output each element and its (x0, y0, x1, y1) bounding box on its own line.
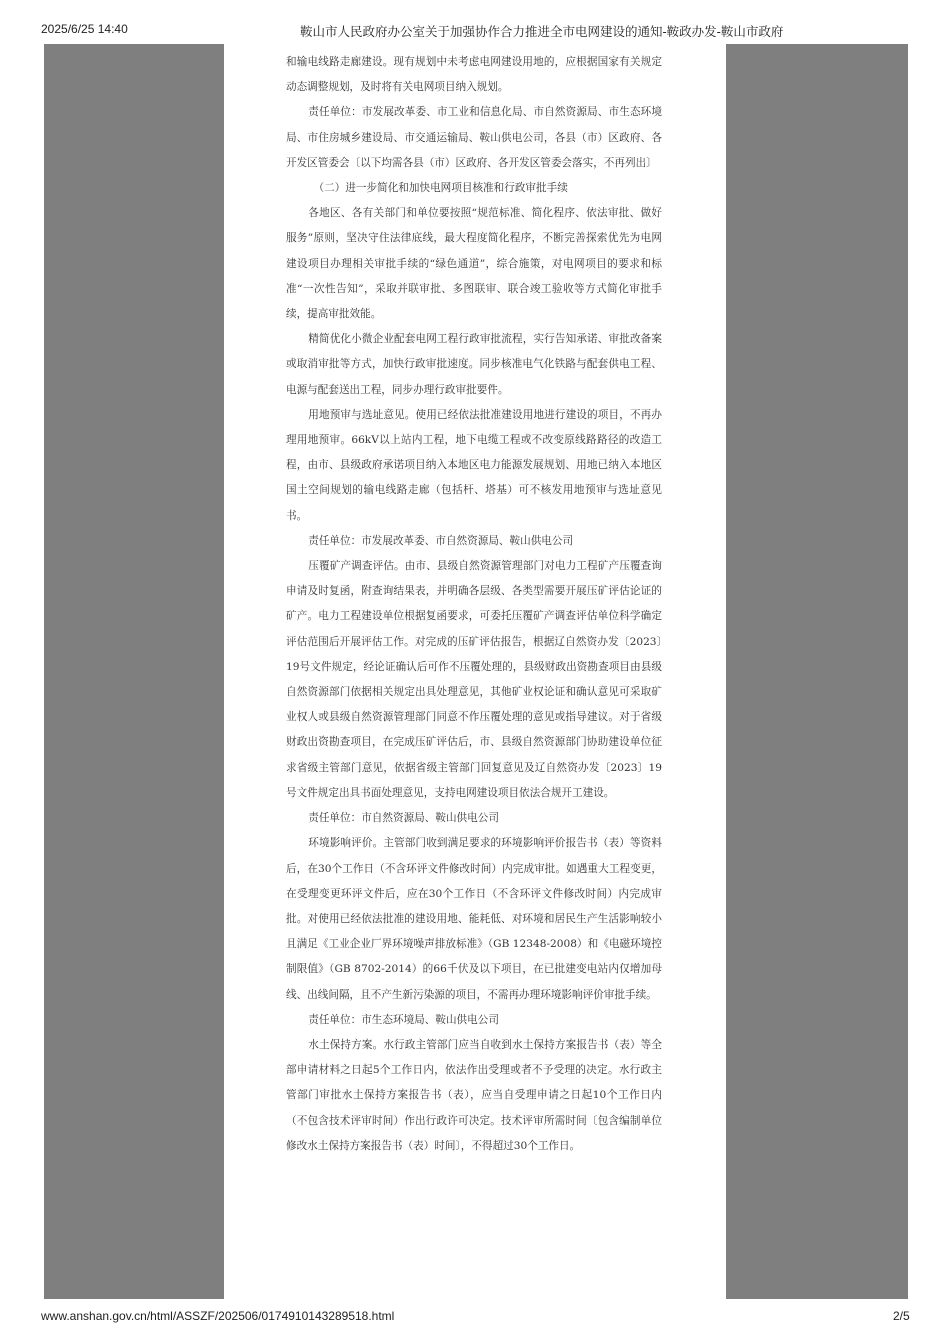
document-content-area (224, 44, 726, 1299)
paragraph-responsible-units: 责任单位：市发展改革委、市工业和信息化局、市自然资源局、市生态环境局、市住房城乡建设局、市交通运输局、鞍山供电公司，各县（市）区政府、各开发区管委会〔以下均需各县（市）区政府、各开发区管委会落实，不再列出〕 (286, 106, 662, 169)
paragraph: 用地预审与选址意见。使用已经依法批准建设用地进行建设的项目，不再办理用地预审。66kV以上站内工程，地下电缆工程或不改变原线路路径的改造工程，由市、县级政府承诺项目纳入本地区电力能源发展规划、用地已纳入本地区国土空间规划的输电线路走廊（包括杆、塔基）可不核发用地预审与选址意见书。 (286, 408, 662, 522)
print-page-title: 鞍山市人民政府办公室关于加强协作合力推进全市电网建设的通知-鞍政办发-鞍山市政府 (300, 25, 784, 39)
paragraph-responsible-units: 责任单位：市发展改革委、市自然资源局、鞍山供电公司 (308, 534, 574, 547)
article-body (286, 50, 662, 1159)
section-heading: （二）进一步简化和加快电网项目核准和行政审批手续 (313, 182, 568, 195)
print-datetime: 2025/6/25 14:40 (41, 22, 128, 36)
print-footer (0, 1309, 950, 1329)
paragraph: 各地区、各有关部门和单位要按照“规范标准、简化程序、依法审批、做好服务”原则，坚决守住法律底线，最大程度简化程序，不断完善探索优先为电网建设项目办理相关审批手续的“绿色通道”，综合施策，对电网项目的要求和标准“一次性告知”，采取并联审批、多图联审、联合竣工验收等方式简化审批手续，提高审批效能。 (286, 207, 662, 321)
paragraph: 压覆矿产调查评估。由市、县级自然资源管理部门对电力工程矿产压覆查询申请及时复函，附查询结果表，并明确各层级、各类型需要开展压矿评估论证的矿产。电力工程建设单位根据复函要求，可委托压覆矿产调查评估单位科学确定评估范围后开展评估工作。对完成的压矿评估报告，根据辽自然资办发〔2023〕19号文件规定，经论证确认后可作不压覆处理的，县级财政出资勘查项目由县级自然资源部门依据相关规定出具处理意见，其他矿业权论证和确认意见可采取矿业权人或县级自然资源管理部门同意不作压覆处理的意见或指导建议。对于省级财政出资勘查项目，在完成压矿评估后，市、县级自然资源部门协助建设单位征求省级主管部门意见，依据省级主管部门回复意见及辽自然资办发〔2023〕19号文件规定出具书面处理意见，支持电网建设项目依法合规开工建设。 (286, 560, 662, 799)
paragraph-responsible-units: 责任单位：市生态环境局、鞍山供电公司 (308, 1013, 499, 1026)
print-url: www.anshan.gov.cn/html/ASSZF/202506/0174910143289518.html (41, 1309, 395, 1323)
paragraph: 环境影响评价。主管部门收到满足要求的环境影响评价报告书（表）等资料后，在30个工作日（不含环评文件修改时间）内完成审批。如遇重大工程变更，在受理变更环评文件后，应在30个工作日（不含环评文件修改时间）内完成审批。对使用已经依法批准的建设用地、能耗低、对环境和居民生产生活影响较小且满足《工业企业厂界环境噪声排放标准》（GB 12348-2008）和《电磁环境控制限值》（GB 8702-2014）的66千伏及以下项目，在已批建变电站内仅增加母线、出线间隔，且不产生新污染源的项目，不需再办理环境影响评价审批手续。 (286, 837, 662, 1001)
print-page-number: 2/5 (893, 1309, 910, 1323)
paragraph: 水土保持方案。水行政主管部门应当自收到水土保持方案报告书（表）等全部申请材料之日起5个工作日内，依法作出受理或者不予受理的决定。水行政主管部门审批水土保持方案报告书（表），应当自受理申请之日起10个工作日内（不包含技术评审时间）作出行政许可决定。技术评审所需时间〔包含编制单位修改水土保持方案报告书（表）时间〕，不得超过30个工作日。 (286, 1038, 662, 1152)
print-header (0, 22, 950, 42)
paragraph: 精简优化小微企业配套电网工程行政审批流程，实行告知承诺、审批改备案或取消审批等方式，加快行政审批速度。同步核准电气化铁路与配套供电工程、电源与配套送出工程，同步办理行政审批要件。 (286, 333, 662, 396)
right-gray-margin (726, 44, 908, 1299)
paragraph-responsible-units: 责任单位：市自然资源局、鞍山供电公司 (308, 812, 499, 825)
left-gray-margin (44, 44, 224, 1299)
paragraph-continuation: 和输电线路走廊建设。现有规划中未考虑电网建设用地的，应根据国家有关规定动态调整规划，及时将有关电网项目纳入规划。 (286, 56, 662, 94)
